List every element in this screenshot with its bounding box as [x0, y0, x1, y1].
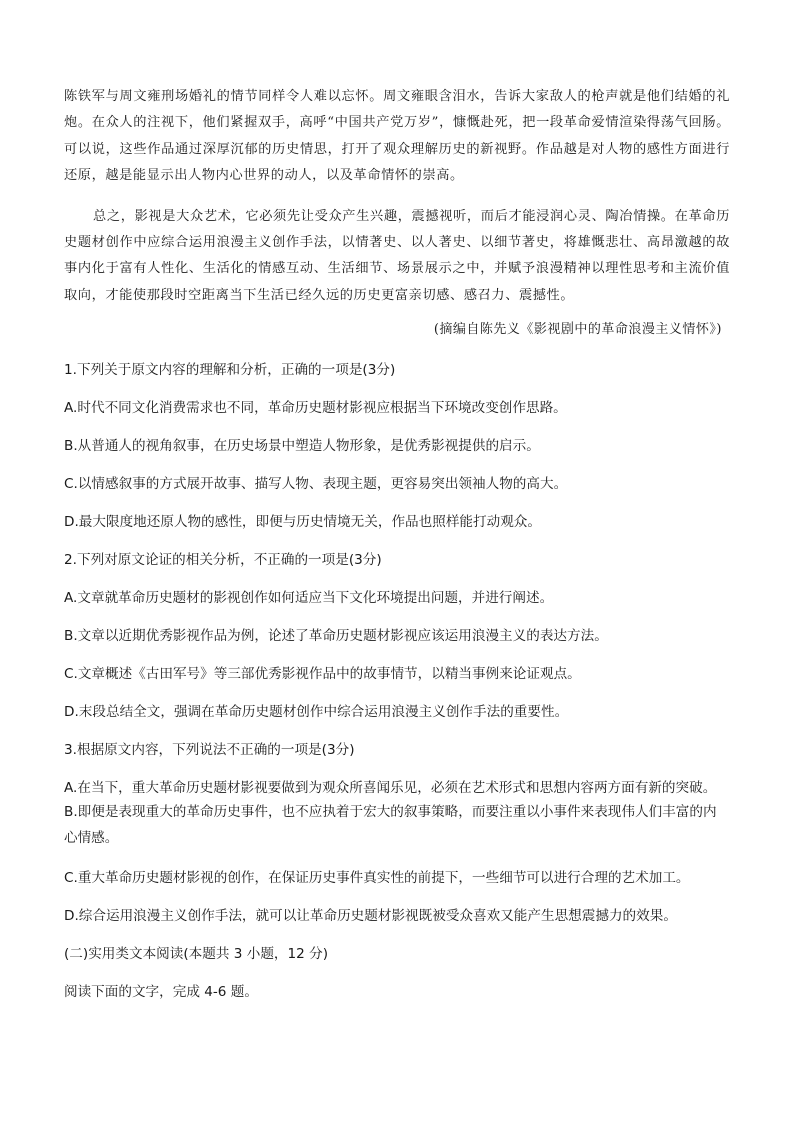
- question-list: [64, 359, 730, 1003]
- option-d: D.最大限度地还原人物的感性，即便与历史情境无关，作品也照样能打动观众。: [64, 514, 541, 531]
- option-a: A.文章就革命历史题材的影视创作如何适应当下文化环境提出问题，并进行阐述。: [64, 590, 554, 607]
- option-c: C.重大革命历史题材影视的创作，在保证历史事件真实性的前提下，一些细节可以进行合理的艺术加工。: [64, 870, 690, 887]
- option-c: C.文章概述《古田军号》等三部优秀影视作品中的故事情节，以精当事例来论证观点。: [64, 666, 581, 683]
- option-b: B.文章以近期优秀影视作品为例，论述了革命历史题材影视应该运用浪漫主义的表达方法。: [64, 628, 608, 645]
- option-a: A.在当下，重大革命历史题材影视要做到为观众所喜闻乐见，必须在艺术形式和思想内容两方面有新的突破。: [64, 780, 717, 797]
- option-c: C.以情感叙事的方式展开故事、描写人物、表现主题，更容易突出领袖人物的高大。: [64, 476, 568, 493]
- option-b: B.即便是表现重大的革命历史事件，也不应执着于宏大的叙事策略，而要注重以小事件来表现伟人们丰富的内心情感。: [64, 804, 717, 847]
- section-title: (二)实用类文本阅读(本题共 3 小题，12 分): [64, 946, 329, 963]
- passage-paragraph-2: 总之，影视是大众艺术，它必须先让受众产生兴趣，震撼视听，而后才能浸润心灵、陶冶情操。在革命历史题材创作中应综合运用浪漫主义创作手法，以情著史、以人著史、以细节著史，将雄慨悲壮、高昂激越的故事内化于富有人性化、生活化的情感互动、生活细节、场景展示之中，并赋予浪漫精神以理性思考和主流价值取向，才能使那段时空距离当下生活已经久远的历史更富亲切感、感召力、震撼性。: [64, 208, 730, 303]
- passage-paragraph-1: 陈铁军与周文雍刑场婚礼的情节同样令人难以忘怀。周文雍眼含泪水，告诉大家敌人的枪声就是他们结婚的礼炮。在众人的注视下，他们紧握双手，高呼“中国共产党万岁”，慷慨赴死，把一段革命爱情渲染得荡气回肠。可以说，这些作品通过深厚沉郁的历史情思，打开了观众理解历史的新视野。作品越是对人物的感性方面进行还原，越是能显示出人物内心世界的动人，以及革命情怀的崇高。: [64, 89, 730, 184]
- question-stem: 2.下列对原文论证的相关分析，不正确的一项是(3分): [64, 552, 382, 569]
- reading-passage: [64, 84, 730, 343]
- option-a: A.时代不同文化消费需求也不同，革命历史题材影视应根据当下环境改变创作思路。: [64, 400, 567, 417]
- option-b: B.从普通人的视角叙事，在历史场景中塑造人物形象，是优秀影视提供的启示。: [64, 438, 540, 455]
- option-d: D.末段总结全文，强调在革命历史题材创作中综合运用浪漫主义创作手法的重要性。: [64, 704, 569, 721]
- question-stem: 3.根据原文内容，下列说法不正确的一项是(3分): [64, 742, 355, 759]
- question-stem: 1.下列关于原文内容的理解和分析，正确的一项是(3分): [64, 362, 396, 379]
- section-instruction: 阅读下面的文字，完成 4-6 题。: [64, 984, 258, 1001]
- option-d: D.综合运用浪漫主义创作手法，就可以让革命历史题材影视既被受众喜欢又能产生思想震撼力的效果。: [64, 908, 677, 925]
- question-1: [64, 359, 730, 533]
- passage-source: (摘编自陈先义《影视剧中的革命浪漫主义情怀》): [433, 322, 722, 338]
- question-2: [64, 549, 730, 723]
- question-3: [64, 739, 730, 927]
